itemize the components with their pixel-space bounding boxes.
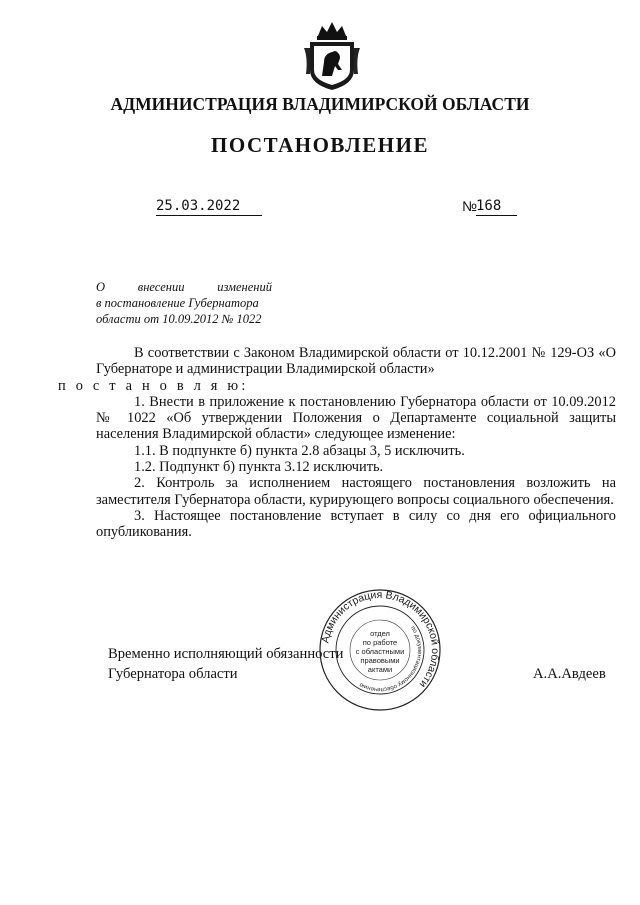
subject-word: О: [96, 280, 106, 294]
item-1: 1. Внести в приложение к постановлению Губернатора области от 10.09.2012 № 1022 «Об утверждении Положения о Департаменте социальной защиты населения Владимирской области» следующее изменение:: [96, 393, 616, 443]
document-body: [58, 345, 616, 541]
intro-paragraph: [58, 345, 616, 394]
stamp-center-line: правовыми: [360, 656, 400, 665]
subject-line-3: области от 10.09.2012 № 1022: [96, 312, 262, 326]
subject-line-2: в постановление Губернатора: [96, 296, 259, 310]
intro-text: В соответствии с Законом Владимирской области от 10.12.2001 № 129-ОЗ «О Губернаторе и администрации Владимирской области»: [96, 345, 616, 378]
number-label: №: [462, 198, 478, 214]
document-type-title: ПОСТАНОВЛЕНИЕ: [211, 133, 429, 157]
item-1-1: 1.1. В подпункте б) пункта 2.8 абзацы 3, 5 исключить.: [134, 442, 465, 459]
item-1-2: 1.2. Подпункт б) пункта 3.12 исключить.: [134, 459, 384, 476]
official-stamp: [318, 588, 442, 712]
item-2: 2. Контроль за исполнением настоящего постановления возложить на заместителя Губернатора области, курирующего вопросы социального обеспечения.: [96, 475, 616, 508]
document-number: 168: [476, 198, 517, 216]
position-line-2: Губернатора области: [108, 666, 238, 682]
stamp-center-line: по работе: [362, 638, 398, 647]
stamp-center-line: отдел: [370, 629, 390, 638]
subject-word: изменений: [217, 280, 273, 294]
stamp-inner-ring-text: по документационному обеспечению: [358, 625, 423, 693]
item-3: 3. Настоящее постановление вступает в силу со дня его официального опубликования.: [96, 507, 616, 541]
stamp-outer-text: Администрация Владимирской области: [319, 588, 442, 690]
coat-of-arms-icon: [302, 18, 362, 92]
organization-title: АДМИНИСТРАЦИЯ ВЛАДИМИРСКОЙ ОБЛАСТИ: [110, 94, 530, 114]
position-line-1: Временно исполняющий обязанности: [108, 646, 344, 662]
stamp-center-line: с областными: [355, 647, 405, 656]
document-subject: [96, 279, 272, 327]
signatory-position: [108, 644, 343, 684]
subject-line-1: [96, 279, 272, 295]
decree-word: п о с т а н о в л я ю:: [58, 377, 249, 394]
signatory-name: А.А.Авдеев: [533, 666, 606, 682]
subject-word: внесении: [137, 280, 185, 294]
document-date: 25.03.2022: [156, 198, 262, 216]
stamp-center-line: актами: [367, 665, 393, 674]
